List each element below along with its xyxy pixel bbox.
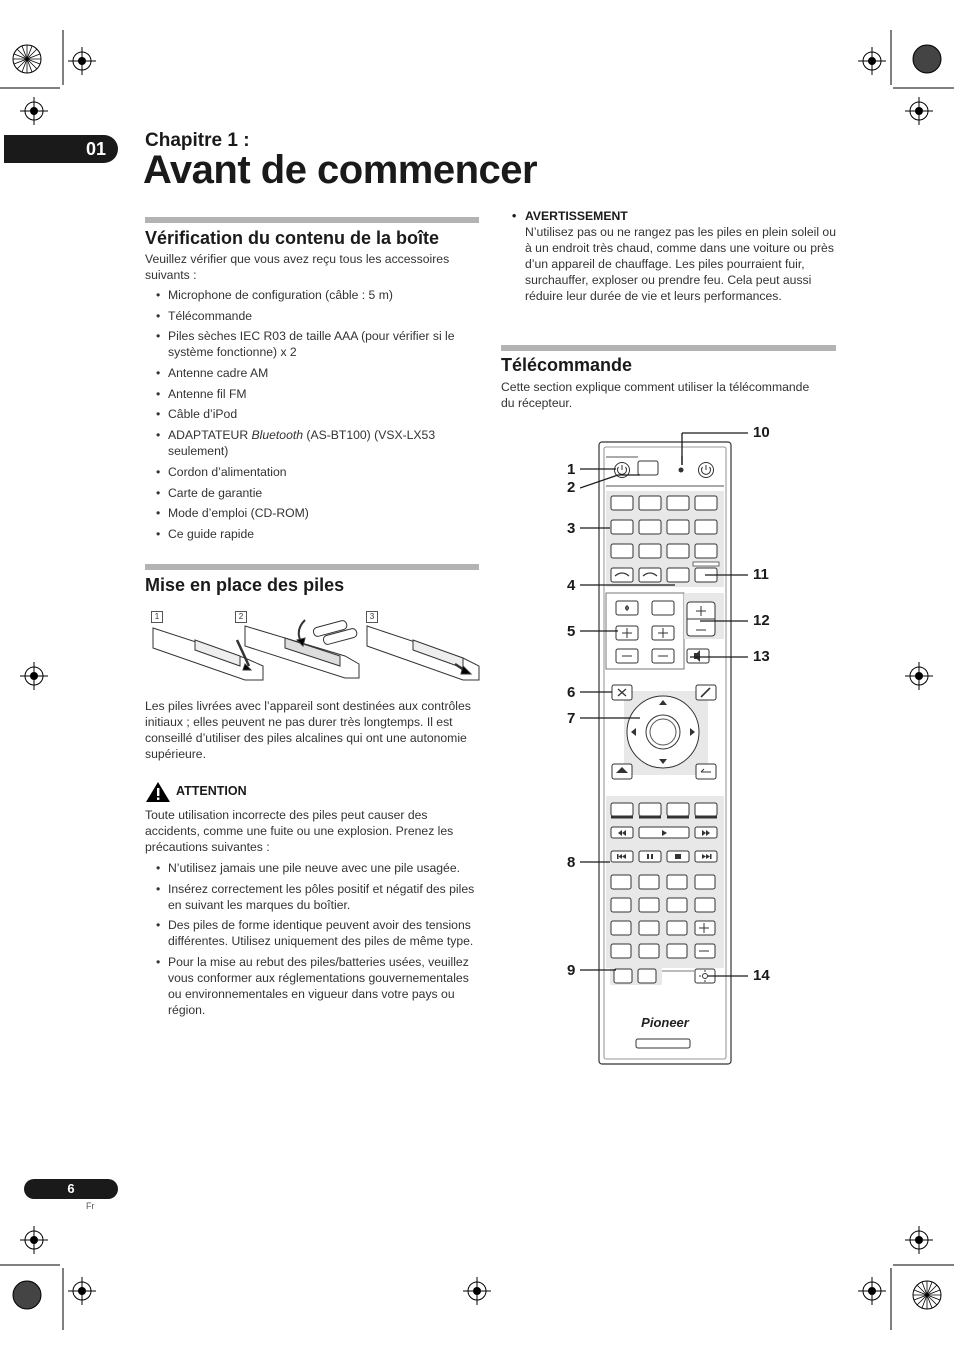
chapter-number-tab: 01 [4, 135, 118, 163]
list-item: • Antenne fil FM [146, 386, 481, 402]
contents-intro: Veuillez vérifier que vous avez reçu tous les accessoires suivants : [145, 252, 450, 282]
callout-number: 10 [753, 424, 770, 441]
registration-mark-icon [20, 97, 48, 125]
list-item: • Antenne cadre AM [146, 365, 481, 381]
list-item: • Carte de garantie [146, 485, 481, 501]
callout-number: 6 [567, 684, 576, 701]
crop-circle-icon [913, 45, 941, 73]
registration-mark-icon [905, 97, 933, 125]
warning-triangle-icon [145, 781, 171, 803]
section-heading-batteries: Mise en place des piles [145, 575, 345, 595]
registration-mark-icon [463, 1277, 491, 1305]
list-item: • Ce guide rapide [146, 526, 481, 542]
page-number: 6 [24, 1179, 118, 1199]
list-item: • Cordon d’alimentation [146, 464, 481, 480]
callout-number: 13 [753, 648, 770, 665]
list-item: • Des piles de forme identique peuvent avoir des tensions différentes. Utilisez uniquement des piles de même type. [146, 917, 481, 949]
list-item: • Insérez correctement les pôles positif et négatif des piles en suivant les marques du boîtier. [146, 881, 481, 913]
list-item: • N’utilisez jamais une pile neuve avec une pile usagée. [146, 860, 481, 876]
callout-number: 3 [567, 520, 576, 537]
registration-mark-icon [905, 1226, 933, 1254]
list-item: • Pour la mise au rebut des piles/batteries usées, veuillez vous conformer aux réglementations gouvernementales ou environnementales en vigueur dans votre pays ou région. [146, 954, 481, 1018]
registration-mark-icon [68, 1277, 96, 1305]
section-rule [501, 345, 836, 351]
registration-mark-icon [858, 47, 886, 75]
attention-title: ATTENTION [176, 784, 247, 798]
language-code: Fr [86, 1201, 95, 1211]
list-item: • Mode d’emploi (CD-ROM) [146, 505, 481, 521]
callout-number: 14 [753, 967, 770, 984]
callout-number: 12 [753, 612, 770, 629]
list-item: • Câble d’iPod [146, 406, 481, 422]
section-heading-remote: Télécommande [501, 355, 633, 375]
callout-number: 8 [567, 854, 576, 871]
figure-step-number: 2 [235, 611, 247, 623]
registration-mark-icon [20, 662, 48, 690]
remote-text: Cette section explique comment utiliser la télécommande du récepteur. [501, 380, 810, 410]
crop-circle-icon [913, 1281, 941, 1309]
registration-mark-icon [20, 1226, 48, 1254]
crop-circle-icon [13, 45, 41, 73]
batteries-text: Les piles livrées avec l’appareil sont destinées aux contrôles initiaux ; elles peuvent ne pas durer très longtemps. Il est conseillé d’utiliser des piles alcalines qui ont une autonomie supérieure. [145, 699, 471, 761]
page-title: Avant de commencer [143, 148, 538, 192]
list-item: • ADAPTATEUR Bluetooth (AS-BT100) (VSX-LX53 seulement) [146, 427, 481, 459]
list-item: • Microphone de configuration (câble : 5 m) [146, 287, 481, 303]
attention-list [146, 860, 481, 1023]
battery-installation-illustration [145, 608, 485, 692]
remote-callout-lines [580, 425, 780, 985]
callout-number: 9 [567, 962, 576, 979]
registration-mark-icon [905, 662, 933, 690]
list-item: • Télécommande [146, 308, 481, 324]
callout-number: 1 [567, 461, 576, 478]
registration-mark-icon [858, 1277, 886, 1305]
callout-number: 7 [567, 710, 576, 727]
registration-mark-icon [68, 47, 96, 75]
contents-list [146, 287, 481, 547]
figure-step-number: 3 [366, 611, 378, 623]
section-rule [145, 217, 479, 223]
chapter-label: Chapitre 1 : [145, 130, 250, 151]
brand-logo: Pioneer [641, 1015, 689, 1030]
attention-text: Toute utilisation incorrecte des piles peut causer des accidents, comme une fuite ou une explosion. Prenez les précautions suivantes : [145, 808, 454, 854]
warning-text: N’utilisez pas ou ne rangez pas les piles en plein soleil ou à un endroit très chaud, comme dans une voiture ou près d’un appareil de chauffage. Les piles pourraient fuir, surchauffer, exploser ou prendre feu. Cela peut aussi réduire leur durée de vie et leurs performances. [525, 225, 836, 303]
callout-number: 11 [753, 566, 769, 583]
figure-step-number: 1 [151, 611, 163, 623]
crop-circle-icon [13, 1281, 41, 1309]
warning-title: • AVERTISSEMENT [512, 209, 842, 223]
section-rule [145, 564, 479, 570]
list-item: • Piles sèches IEC R03 de taille AAA (pour vérifier si le système fonctionne) x 2 [146, 328, 481, 360]
section-heading-contents: Vérification du contenu de la boîte [145, 228, 440, 248]
callout-number: 5 [567, 623, 576, 640]
callout-number: 2 [567, 479, 576, 496]
callout-number: 4 [567, 577, 576, 594]
warning-block [512, 209, 842, 304]
